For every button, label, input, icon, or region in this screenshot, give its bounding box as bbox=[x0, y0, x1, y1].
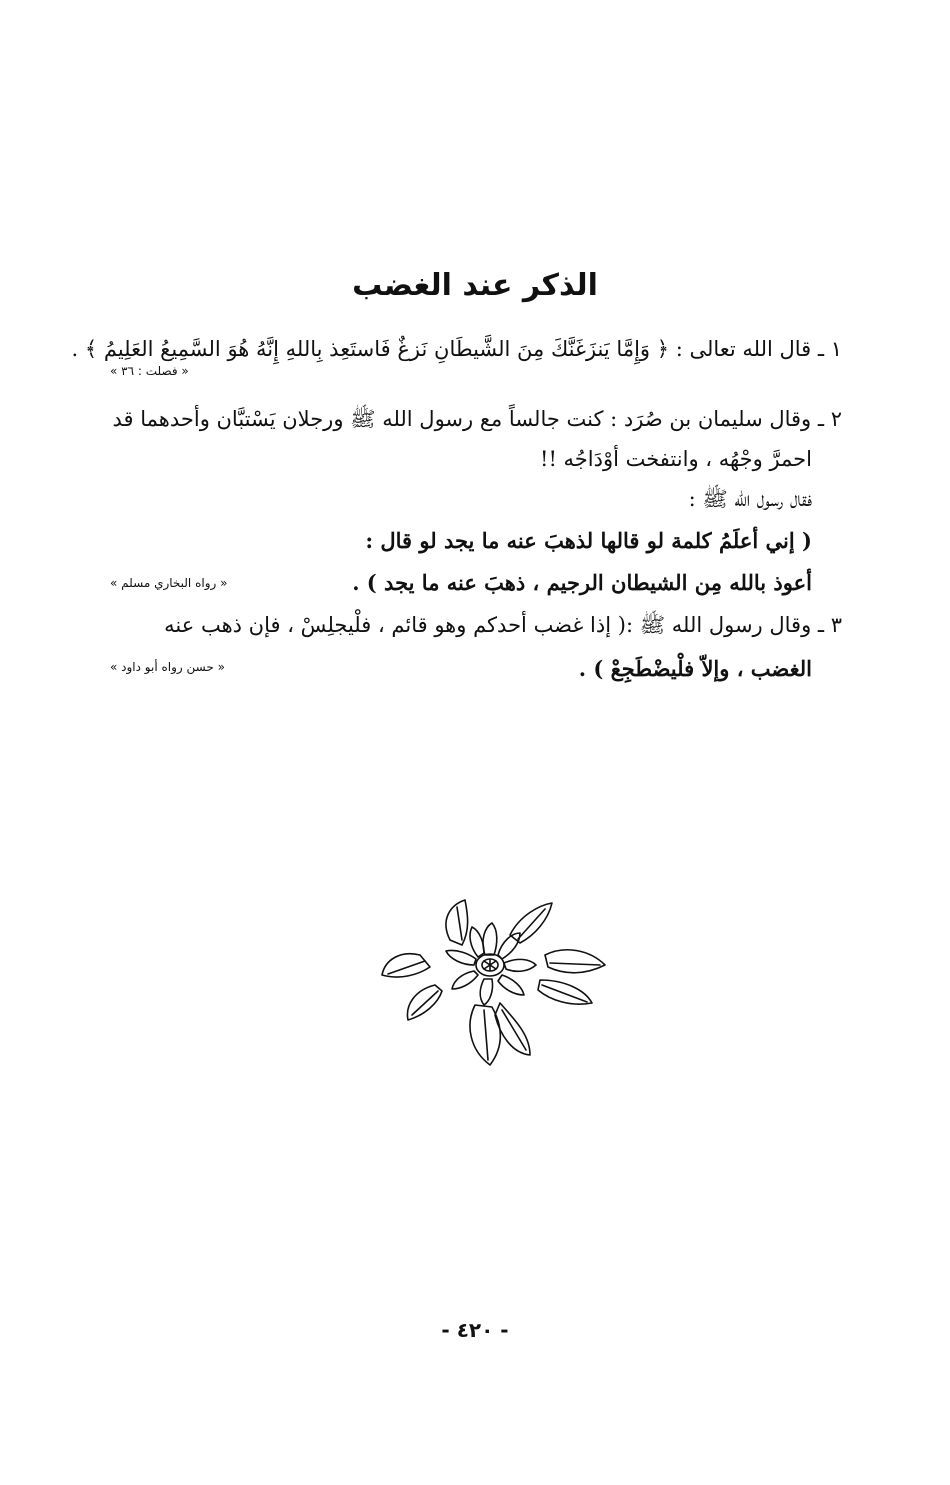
item2-text-line2: احمرَّ وجْهُه ، وانتفخت أوْدَاجُه !! bbox=[540, 447, 812, 471]
page-title: الذكر عند الغضب bbox=[352, 268, 598, 303]
flower-ornament-icon bbox=[380, 895, 610, 1070]
item2-hadith-line2: أعوذ بالله مِن الشيطان الرجيم ، ذهبَ عنه ما يجد ) . bbox=[352, 570, 812, 595]
item3-text-line1: ٣ ـ وقال رسول الله ﷺ :( إذا غضب أحدكم وهو قائم ، فلْيجلِسْ ، فإن ذهب عنه bbox=[164, 613, 842, 637]
item3-text-line2: الغضب ، وإلاّ فلْيضْطَجِعْ ) . bbox=[578, 656, 812, 681]
item1-reference: « فصلت : ٣٦ » bbox=[110, 364, 189, 378]
item3-reference: « حسن رواه أبو داود » bbox=[110, 660, 225, 674]
page-number: - ٤٢٠ - bbox=[441, 1318, 509, 1342]
item1-text: ١ ـ قال الله تعالى : ﴿ وَإِمَّا يَنزَغَنَّكَ مِنَ الشَّيطَانِ نَزغٌ فَاستَعِذ بِاللهِ إِنَّهُ هُوَ السَّمِيعُ العَلِيمُ ﴾ . bbox=[71, 337, 842, 361]
item2-text-line1: ٢ ـ وقال سليمان بن صُرَد : كنت جالساً مع رسول الله ﷺ ورجلان يَسْتبَّان وأحدهما قد bbox=[112, 407, 842, 431]
item2-reference: « رواه البخاري مسلم » bbox=[110, 576, 228, 590]
item2-hadith-line1: ( إني أعلَمُ كلمة لو قالها لذهبَ عنه ما يجد لو قال : bbox=[365, 528, 812, 553]
item2-text-line3: فقال رسول الله ﷺ : bbox=[688, 487, 812, 511]
